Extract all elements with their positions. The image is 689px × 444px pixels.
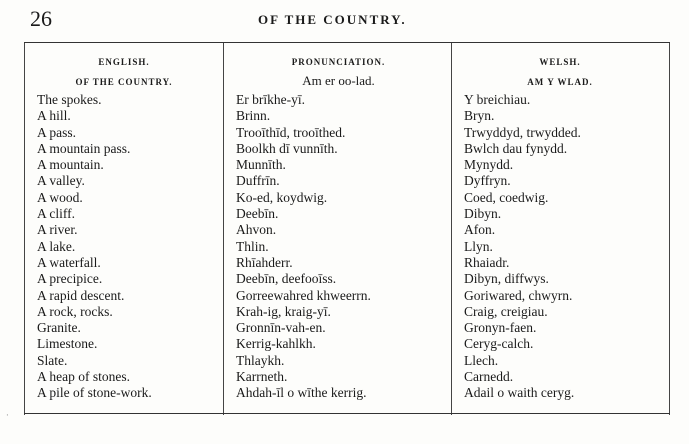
- welsh-cell: Adail o waith ceryg.: [464, 385, 575, 401]
- pronunciation-cell: Krah-ig, kraig-yī.: [236, 303, 331, 319]
- welsh-column-header: WELSH.: [539, 57, 581, 67]
- pronunciation-column: [236, 43, 451, 402]
- table-border-left: [24, 43, 25, 415]
- welsh-cell: Bwlch dau fynydd.: [464, 140, 568, 156]
- welsh-cell: Dyffryn.: [464, 173, 511, 189]
- english-cell: A mountain.: [37, 157, 104, 173]
- welsh-cell: Llyn.: [464, 238, 493, 254]
- pronunciation-cell: Gorreewahred khweerrn.: [236, 287, 371, 303]
- table-border-right: [669, 43, 670, 415]
- pronunciation-cell: Ko-ed, koydwig.: [236, 189, 328, 205]
- welsh-cell: Llech.: [464, 352, 499, 368]
- welsh-cell: Carnedd.: [464, 369, 514, 385]
- pronunciation-cell: Brinn.: [236, 108, 271, 124]
- welsh-cell: Y breichiau.: [464, 92, 531, 107]
- pronunciation-cell: Boolkh dī vunnīth.: [236, 140, 338, 156]
- column-divider-2: [451, 43, 452, 415]
- english-cell: A river.: [37, 222, 78, 238]
- english-cell: A hill.: [37, 108, 71, 124]
- pronunciation-cell: Deebīn.: [236, 206, 279, 222]
- pronunciation-cell: Duffrīn.: [236, 173, 280, 189]
- welsh-cell: Dibyn, diffwys.: [464, 271, 549, 287]
- pronunciation-cell: Kerrig-kahlkh.: [236, 336, 316, 352]
- pronunciation-cell: Trooīthīd, trooīthed.: [236, 124, 346, 140]
- english-cell: A cliff.: [37, 206, 75, 222]
- welsh-cell: Gronyn-faen.: [464, 320, 537, 336]
- english-column-subheader: OF THE COUNTRY.: [75, 77, 173, 87]
- welsh-column-subheader: AM Y WLAD.: [527, 77, 593, 87]
- welsh-cell: Trwyddyd, trwydded.: [464, 124, 581, 140]
- welsh-rows: [464, 92, 669, 402]
- english-cell: A pass.: [37, 124, 77, 140]
- pronunciation-cell: Thlin.: [236, 238, 269, 254]
- welsh-cell: Craig, creigiau.: [464, 303, 548, 319]
- welsh-cell: Rhaiadr.: [464, 254, 510, 270]
- margin-speck: ·: [6, 411, 9, 421]
- pronunciation-cell: Rhīahderr.: [236, 254, 293, 270]
- english-column-header: ENGLISH.: [98, 57, 150, 67]
- pronunciation-rows: [236, 92, 451, 402]
- pronunciation-column-subheader: Am er oo-lad.: [302, 73, 375, 88]
- english-cell: Granite.: [37, 320, 81, 336]
- welsh-cell: Coed, coedwig.: [464, 189, 549, 205]
- pronunciation-cell: Ahvon.: [236, 222, 277, 238]
- bottom-rule: [24, 413, 670, 414]
- english-cell: A precipice.: [37, 271, 103, 287]
- running-head: OF THE COUNTRY.: [258, 12, 407, 27]
- pronunciation-cell: Er brīkhe-yī.: [236, 92, 305, 107]
- pronunciation-cell: Munnīth.: [236, 157, 286, 173]
- welsh-cell: Mynydd.: [464, 157, 514, 173]
- welsh-cell: Afon.: [464, 222, 496, 238]
- welsh-column: [464, 43, 669, 402]
- english-cell: A rock, rocks.: [37, 303, 113, 319]
- pronunciation-cell: Ahdah-īl o wīthe kerrig.: [236, 385, 367, 401]
- english-cell: A mountain pass.: [37, 140, 131, 156]
- vocabulary-table: [24, 43, 670, 418]
- english-column: [37, 43, 223, 402]
- english-cell: A wood.: [37, 189, 83, 205]
- pronunciation-cell: Deebīn, deefooīss.: [236, 271, 337, 287]
- english-cell: A lake.: [37, 238, 76, 254]
- pronunciation-column-header: PRONUNCIATION.: [291, 57, 386, 67]
- column-divider-1: [223, 43, 224, 415]
- pronunciation-cell: Gronnīn-vah-en.: [236, 320, 326, 336]
- welsh-cell: Dibyn.: [464, 206, 502, 222]
- welsh-cell: Ceryg-calch.: [464, 336, 534, 352]
- page-number: 26: [30, 6, 52, 31]
- pronunciation-cell: Thlaykh.: [236, 352, 285, 368]
- english-cell: A heap of stones.: [37, 369, 130, 385]
- english-cell: A valley.: [37, 173, 85, 189]
- english-cell: Slate.: [37, 352, 68, 368]
- pronunciation-cell: Karrneth.: [236, 369, 288, 385]
- welsh-cell: Bryn.: [464, 108, 495, 124]
- english-cell: A waterfall.: [37, 254, 101, 270]
- english-cell: The spokes.: [37, 92, 102, 107]
- english-cell: A rapid descent.: [37, 287, 125, 303]
- english-cell: Limestone.: [37, 336, 98, 352]
- welsh-cell: Goriwared, chwyrn.: [464, 287, 573, 303]
- english-cell: A pile of stone-work.: [37, 385, 152, 401]
- english-rows: [37, 92, 223, 402]
